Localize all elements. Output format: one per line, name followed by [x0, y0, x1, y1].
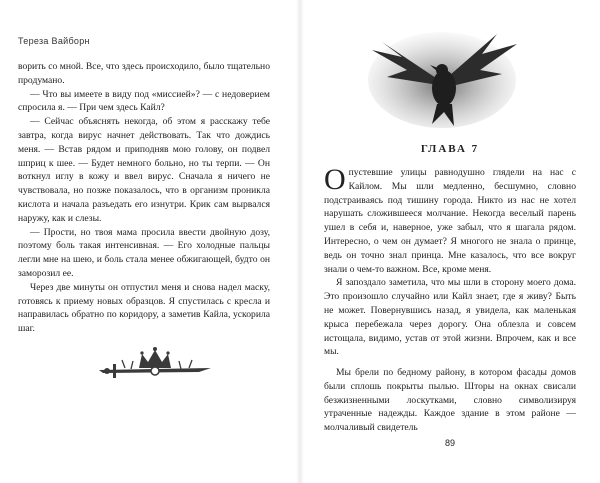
paragraph: — Сейчас объяснять некогда, об этом я расскажу тебе завтра, когда вирус начнет действовать. Так что дождись меня. — Встав рядом и приподняв мою голову, он подвел шприц к шее. — Будет немного больно, но ты терпи. — Он воткнул иглу в кожу и ввел вирус. Сначала я ничего не чувствовала, но позже показалось, что в организм проникла кислота и начала разъедать его изнутри. Крик сам вырвался наружу, как и слезы. [18, 116, 270, 224]
paragraph: — Прости, но твоя мама просила ввести двойную дозу, поэтому боль такая интенсивная. — Его холодные пальцы легли мне на шею, и боль стала менее обжигающей, будто он заморозил ее. [18, 226, 270, 279]
left-page-text [18, 60, 270, 336]
raven-illustration-icon [362, 22, 522, 132]
opening-paragraph [324, 163, 576, 276]
right-page-text [324, 163, 576, 359]
running-head-author: Тереза Вайборн [18, 36, 90, 46]
page-gutter [296, 0, 304, 483]
paragraph: — Что вы имеете в виду под «миссией»? — с недоверием спросила я. — При чем здесь Кайл? [18, 88, 270, 114]
right-page-text-second-block [324, 366, 576, 435]
page-number: 89 [444, 438, 455, 448]
paragraph: Через две минуты он отпустил меня и снова надел маску, готовясь к приему новых образцов. Я спустилась с кресла и направилась обратно по коридору, а заметив Кайла, ускорила шаг. [18, 281, 270, 335]
paragraph: ворить со мной. Все, что здесь происходило, было тщательно продумано. [18, 61, 270, 86]
drop-cap: О [324, 163, 346, 196]
paragraph: Я запоздало заметила, что мы шли в сторону моего дома. Это произошло случайно или Кайл знает, где я живу? Быть не может. Повернувшись назад, я увидела, как маленькая крыса перебежала через дорогу. Она облезла и совсем истощала, видимо, устав от этой жизни. Впрочем, как и все мы. [324, 277, 576, 358]
paragraph: Мы брели по бедному району, в котором фасады домов были сплошь покрыты пылью. Шторы на окнах свисали безжизненными лоскутками, словно символизируя утраченные надежды. Каждое здание в этом районе — молчаливый свидетель [324, 367, 576, 434]
chapter-title: ГЛАВА 7 [420, 143, 480, 155]
opening-paragraph-text: пустевшие улицы равнодушно глядели на нас с Кайлом. Мы шли медленно, бесшумно, словно подстраиваясь под тишину города. Никто из нас не хотел нарушать сложившееся молчание. Некогда веселый парень ушел в себя и, наверное, уже забыл, что я шагала рядом. Интересно, о чем он думает? Я многого не знала о принце, ведь он точно знал принца. Мне казалось, что все вокруг знали о чем-то важном. Все, кроме меня. [324, 167, 576, 275]
right-page [324, 0, 576, 483]
sword-crown-ornament-icon [95, 344, 215, 382]
left-page [18, 0, 270, 483]
